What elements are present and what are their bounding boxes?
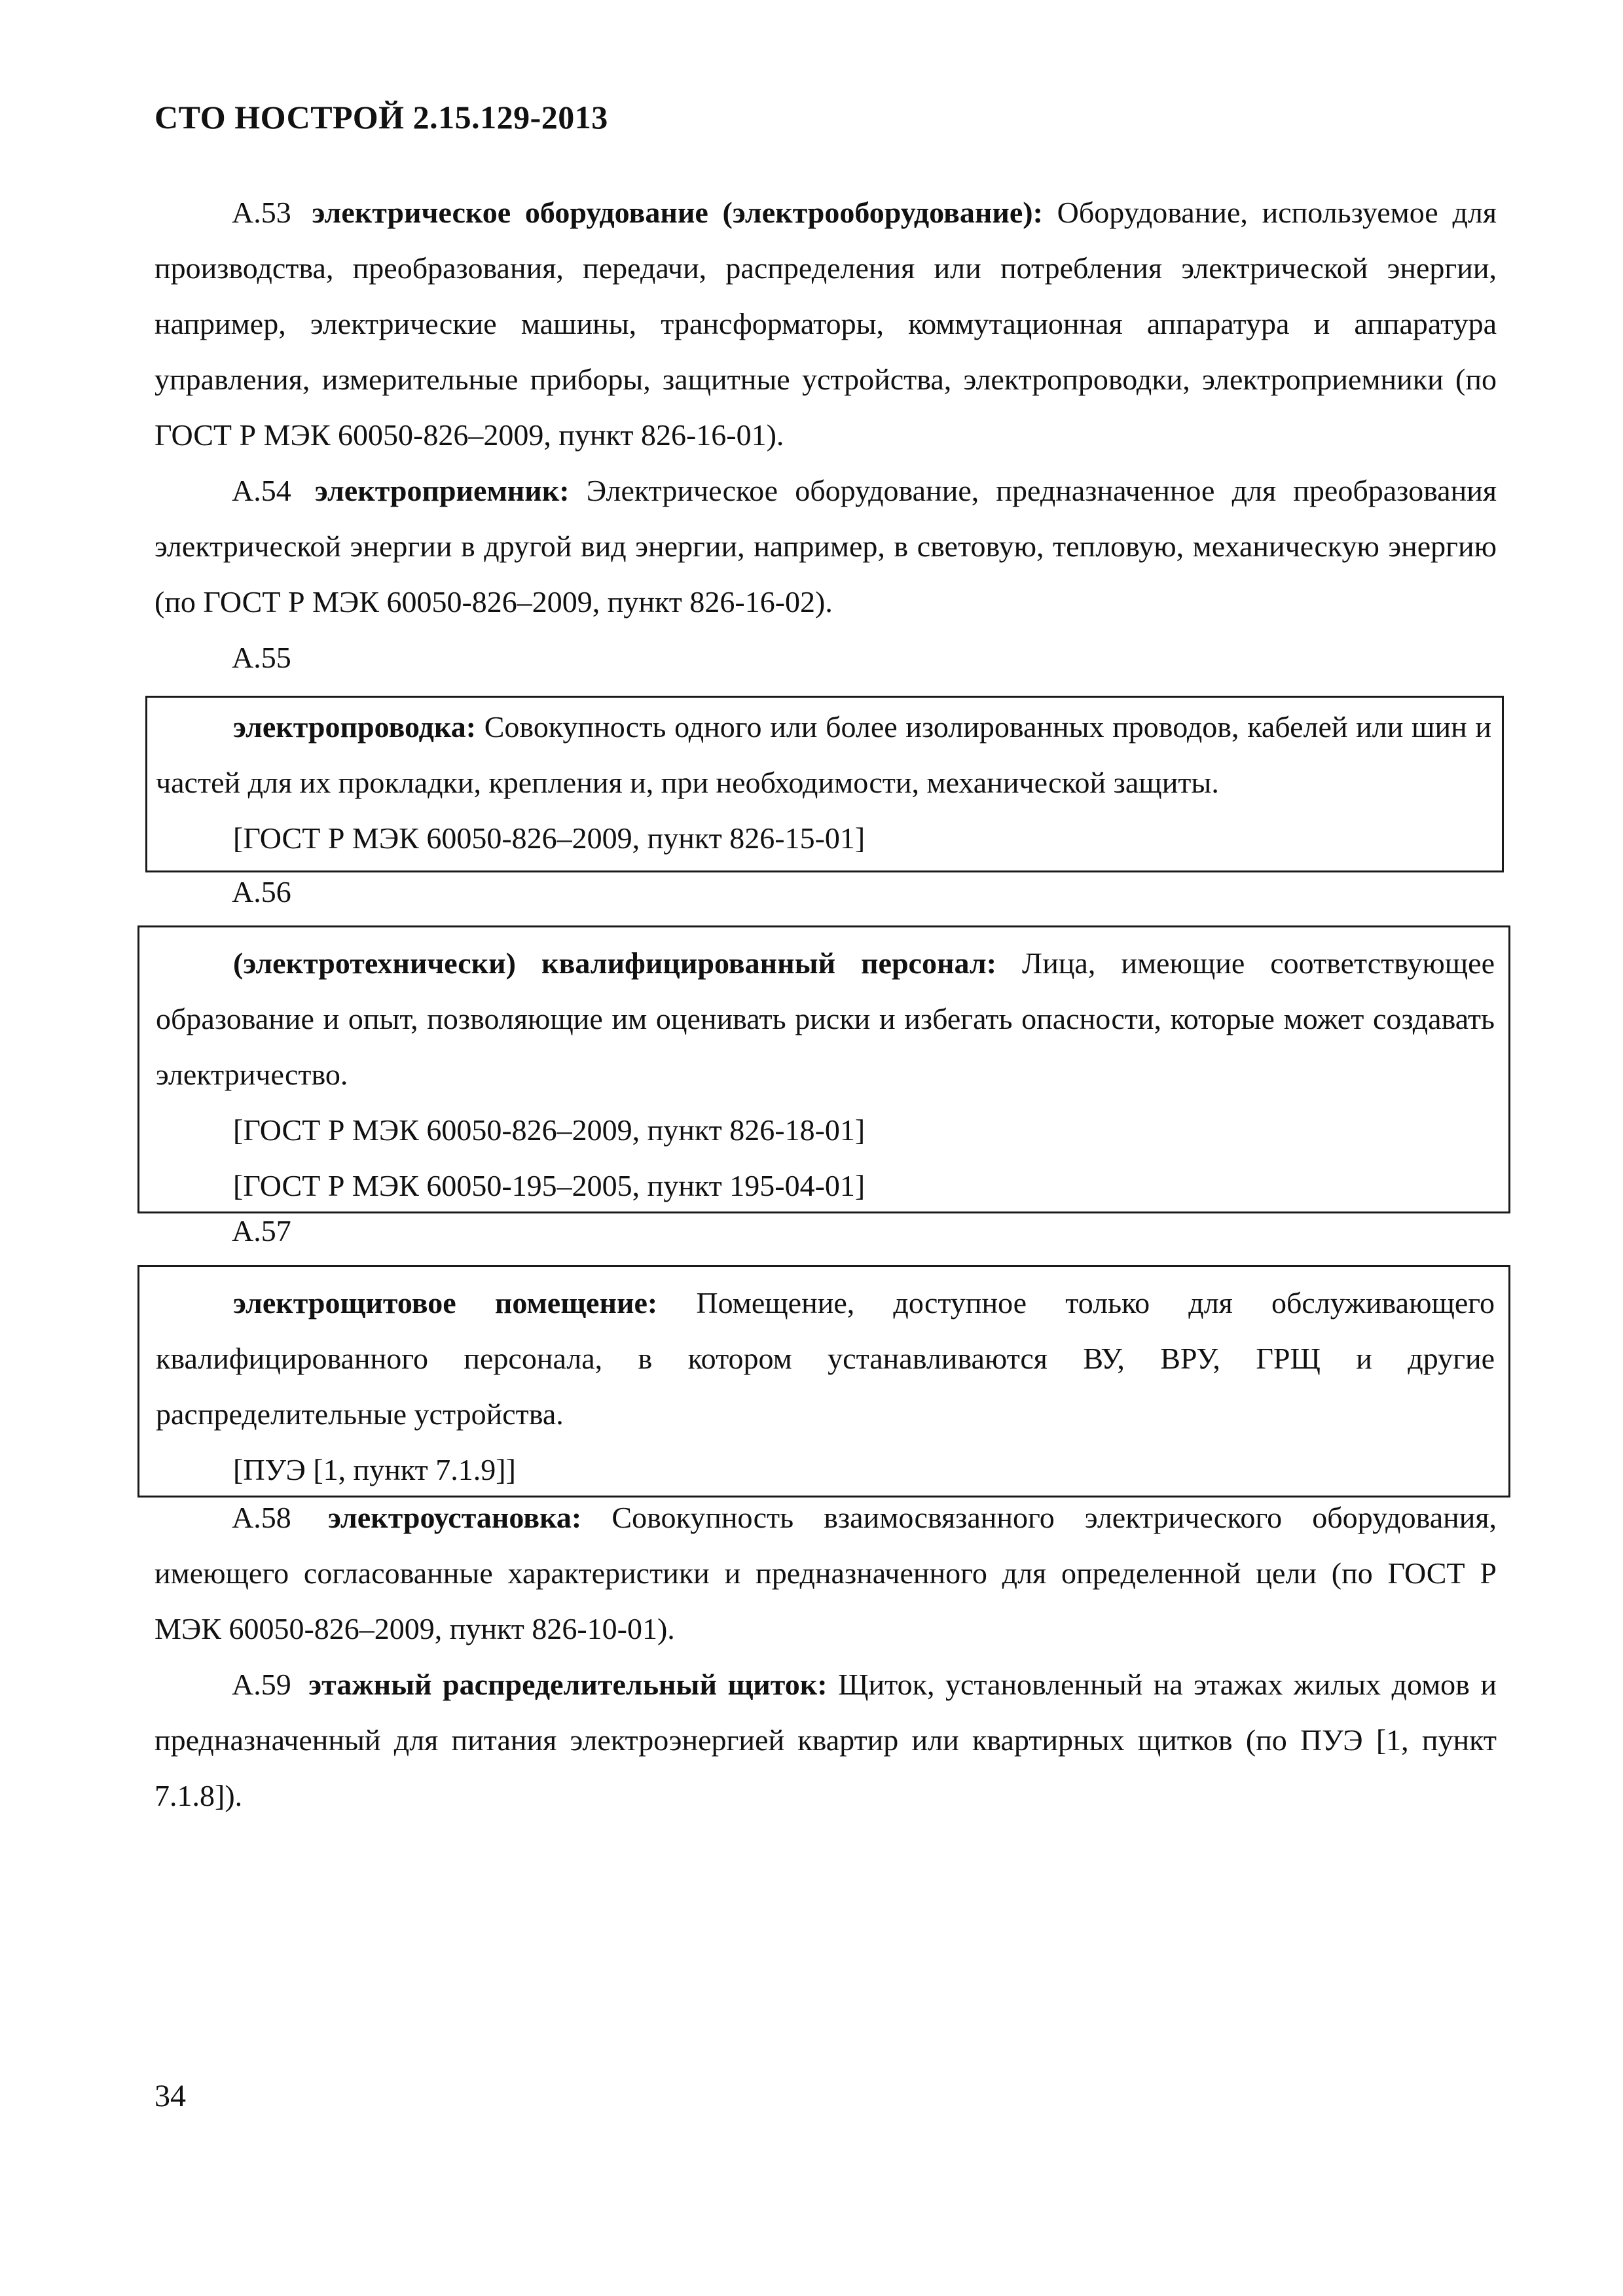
entry-definition: Оборудование, используемое для производства, преобразования, передачи, распределения или потребления электрической энергии, например, электрические машины, трансформаторы, коммутационная аппаратура и аппаратура управления, измерительные приборы, защитные устройства, электропроводки, электроприемники (по ГОСТ Р МЭК 60050-826–2009, пункт 826-16-01). — [155, 196, 1497, 452]
entry-term: (электротехнически) квалифицированный персонал: — [233, 946, 997, 980]
entry-a53 — [155, 185, 1497, 463]
entry-number: А.54 — [232, 474, 291, 507]
entry-a54 — [155, 463, 1497, 630]
entry-term: электрощитовое помещение: — [233, 1286, 658, 1319]
entry-term: электроприемник: — [314, 474, 570, 507]
entry-a59 — [155, 1657, 1497, 1823]
entry-number-a56: А.56 — [232, 875, 291, 908]
source-reference: [ГОСТ Р МЭК 60050-195–2005, пункт 195-04-01] — [233, 1169, 866, 1202]
source-reference: [ГОСТ Р МЭК 60050-826–2009, пункт 826-15-01] — [233, 821, 866, 855]
definition-box-a56 — [137, 925, 1510, 1213]
entry-number-a55: А.55 — [232, 641, 291, 674]
entry-term: этажный распределительный щиток: — [308, 1668, 828, 1701]
source-reference: [ПУЭ [1, пункт 7.1.9]] — [233, 1453, 516, 1486]
definition-box-a55 — [145, 696, 1504, 872]
entry-definition: Совокупность одного или более изолированных проводов, кабелей или шин и частей для их прокладки, крепления и, при необходимости, механической защиты. — [156, 710, 1491, 799]
entry-definition: Помещение, доступное только для обслуживающего квалифицированного персонала, в котором устанавливаются ВУ, ВРУ, ГРЩ и другие распределительные устройства. — [156, 1286, 1495, 1431]
document-code-header: СТО НОСТРОЙ 2.15.129-2013 — [155, 99, 608, 135]
entry-term: электроустановка: — [327, 1501, 582, 1534]
entry-definition: Электрическое оборудование, предназначенное для преобразования электрической энергии в другой вид энергии, например, в световую, тепловую, механическую энергию (по ГОСТ Р МЭК 60050-826–2009, пункт 826-16-02). — [155, 474, 1497, 619]
entry-term: электропроводка: — [233, 710, 477, 744]
entry-a56 — [156, 935, 1495, 1102]
entry-number-a57: А.57 — [232, 1214, 291, 1247]
entry-term: электрическое оборудование (электрооборудование): — [312, 196, 1043, 229]
entry-definition: Лица, имеющие соответствующее образование и опыт, позволяющие им оценивать риски и избегать опасности, которые может создавать электричество. — [156, 946, 1495, 1091]
entry-definition: Совокупность взаимосвязанного электрического оборудования, имеющего согласованные характеристики и предназначенного для определенной цели (по ГОСТ Р МЭК 60050-826–2009, пункт 826-10-01). — [155, 1501, 1497, 1645]
source-reference: [ГОСТ Р МЭК 60050-826–2009, пункт 826-18-01] — [233, 1113, 866, 1147]
entry-number: А.53 — [232, 196, 291, 229]
definition-box-a57 — [137, 1265, 1510, 1498]
page-number: 34 — [155, 2079, 186, 2113]
entry-a57 — [156, 1275, 1495, 1442]
entry-definition: Щиток, установленный на этажах жилых домов и предназначенный для питания электроэнергией квартир или квартирных щитков (по ПУЭ [1, пункт 7.1.8]). — [155, 1668, 1497, 1812]
entry-a55 — [156, 699, 1491, 810]
entry-number: А.58 — [232, 1501, 291, 1534]
entry-a58 — [155, 1490, 1497, 1657]
entry-number: А.59 — [232, 1668, 291, 1701]
